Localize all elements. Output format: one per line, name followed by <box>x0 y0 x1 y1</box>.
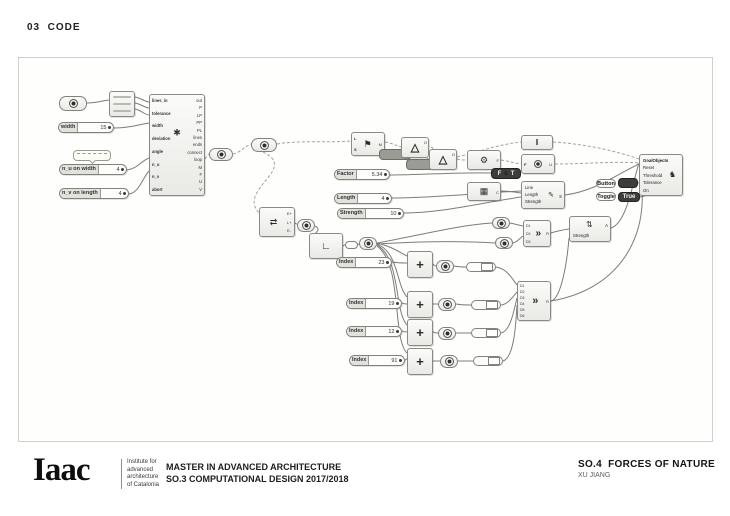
script-outputs: out P LP PP PL lines ends connect loop M F U V <box>187 98 202 192</box>
relay-param[interactable] <box>492 217 510 229</box>
boolean-toggle[interactable]: True <box>618 192 640 202</box>
point-param[interactable] <box>438 327 456 340</box>
value-box <box>488 357 500 365</box>
geometry-icon <box>497 219 506 228</box>
list-item-component[interactable] <box>407 251 433 278</box>
gear-icon: ⚙ <box>479 154 489 165</box>
remesh-component[interactable]: △ O <box>429 149 457 170</box>
bug-icon: ✱ <box>173 127 181 138</box>
point-param[interactable] <box>436 260 454 273</box>
list-item-component[interactable] <box>407 291 433 318</box>
iaac-logo: Iaac <box>33 452 90 488</box>
polyline-component[interactable] <box>309 233 343 259</box>
slider-grip[interactable] <box>396 302 400 306</box>
curve-param[interactable] <box>59 96 87 111</box>
geometry-icon <box>443 329 452 338</box>
relay-param[interactable] <box>297 219 315 232</box>
ft-toggle[interactable]: F ♞ T <box>491 168 521 179</box>
page-title: 03 CODE <box>27 22 81 33</box>
script-component[interactable] <box>149 94 205 196</box>
knight-icon: ♞ <box>503 171 509 177</box>
grid-component[interactable]: ▦ C <box>467 182 501 201</box>
width-slider[interactable]: width 15 <box>58 122 114 133</box>
grasshopper-canvas <box>18 57 713 442</box>
flag-icon: ⚑ <box>363 138 372 149</box>
pencil-icon: ✎ <box>548 192 554 199</box>
kangaroo-solver[interactable]: GoalObjects Reset Threshold Tolerance On ♞ <box>639 154 683 196</box>
index-slider[interactable]: Index 12 <box>346 326 402 337</box>
factor-slider[interactable]: Factor 5.34 <box>334 169 390 180</box>
triangle-icon: △ <box>410 142 420 154</box>
mesh-component[interactable]: L S ⚑ M <box>351 132 385 156</box>
strength-slider[interactable]: Strength 10 <box>337 208 404 219</box>
splitter-component[interactable] <box>109 91 135 117</box>
output-capsule[interactable] <box>473 356 503 366</box>
value-box <box>486 329 498 337</box>
point-icon <box>534 160 542 168</box>
slider-grip[interactable] <box>398 212 402 216</box>
merge-component[interactable]: D1 D2 D3 » R <box>523 220 551 247</box>
point-param[interactable] <box>440 355 458 368</box>
slider-grip[interactable] <box>396 330 400 334</box>
merge-component[interactable]: D1 D2 D3 D4 D5 D6 » R <box>517 281 551 321</box>
unary-component[interactable]: F U <box>521 154 555 174</box>
remesh-component[interactable]: △ O <box>401 137 429 158</box>
geometry-icon <box>364 239 373 248</box>
project-title: SO.4 FORCES OF NATURE <box>578 459 715 470</box>
small-capsule[interactable] <box>345 241 358 249</box>
triangle-icon: △ <box>438 154 448 166</box>
footer <box>0 448 730 508</box>
geometry-icon <box>500 239 509 248</box>
value-box <box>486 301 498 309</box>
merge-icon: » <box>535 228 542 239</box>
value-tooltip <box>73 150 111 161</box>
output-capsule[interactable] <box>471 300 501 310</box>
updown-icon: ⇅ <box>586 220 593 229</box>
list-item-component[interactable] <box>407 319 433 346</box>
output-capsule[interactable] <box>466 262 496 272</box>
swap-icon: ⇄ <box>269 216 278 227</box>
index-slider[interactable]: Index 91 <box>349 355 405 366</box>
geometry-icon <box>302 221 311 230</box>
slider-grip[interactable] <box>123 192 127 196</box>
geometry-icon <box>445 357 454 366</box>
knight-icon: ♞ <box>668 170 676 179</box>
slider-grip[interactable] <box>121 168 125 172</box>
plus-icon: + <box>416 257 424 272</box>
strength-goal-component[interactable]: ⇅ A Strength <box>569 216 611 242</box>
plus-icon: + <box>416 297 424 312</box>
value-box <box>481 263 493 271</box>
geometry-icon <box>260 141 269 150</box>
merge-icon: » <box>532 295 539 307</box>
geometry-icon <box>69 99 78 108</box>
pipe-icon: ‖ <box>535 138 539 147</box>
length-goal-component[interactable]: Line Length ✎ S Strength <box>521 181 565 209</box>
toggle-label: Toggle <box>597 193 615 200</box>
output-capsule[interactable] <box>471 328 501 338</box>
nv-slider[interactable]: n_v on length 4 <box>59 188 129 199</box>
slider-grip[interactable] <box>386 261 390 265</box>
divider <box>121 459 122 489</box>
relay-param[interactable] <box>209 148 233 161</box>
settings-component[interactable]: ⚙ F <box>467 150 501 170</box>
button-label: Button <box>597 180 615 187</box>
corner-icon: ∟ <box>321 240 331 252</box>
relay-param[interactable] <box>251 138 277 152</box>
list-item-component[interactable] <box>407 348 433 375</box>
geometry-icon <box>443 300 452 309</box>
institute-text: Institute for advanced architecture of Catalonia <box>127 459 160 488</box>
author-name: XU JIANG <box>578 472 611 479</box>
relay-param[interactable] <box>495 237 513 249</box>
grid-icon: ▦ <box>479 186 489 196</box>
plus-icon: + <box>416 325 424 340</box>
nu-slider[interactable]: n_u on width 4 <box>59 164 127 175</box>
geometry-icon <box>441 262 450 271</box>
slider-grip[interactable] <box>399 359 403 363</box>
script-inputs: lines_in tolerance width deviation angle n_u n_v abort <box>152 98 171 192</box>
program-text: MASTER IN ADVANCED ARCHITECTURE SO.3 COMPUTATIONAL DESIGN 2017/2018 <box>166 462 349 484</box>
pipe-component[interactable] <box>521 135 553 150</box>
slider-grip[interactable] <box>384 173 388 177</box>
point-param[interactable] <box>438 298 456 311</box>
slider-grip[interactable] <box>108 126 112 130</box>
list-rows <box>110 92 134 116</box>
geometry-icon <box>217 150 226 159</box>
relay-param[interactable] <box>359 237 377 250</box>
length-slider[interactable]: Length 4 <box>334 193 392 204</box>
index-slider[interactable]: Index 23 <box>336 257 392 268</box>
plus-icon: + <box>416 354 424 369</box>
explode-component[interactable]: ⇄ E+ L+ E- <box>259 207 295 237</box>
index-slider[interactable]: Index 19 <box>346 298 402 309</box>
slider-grip[interactable] <box>386 197 390 201</box>
reset-button[interactable] <box>618 178 638 188</box>
